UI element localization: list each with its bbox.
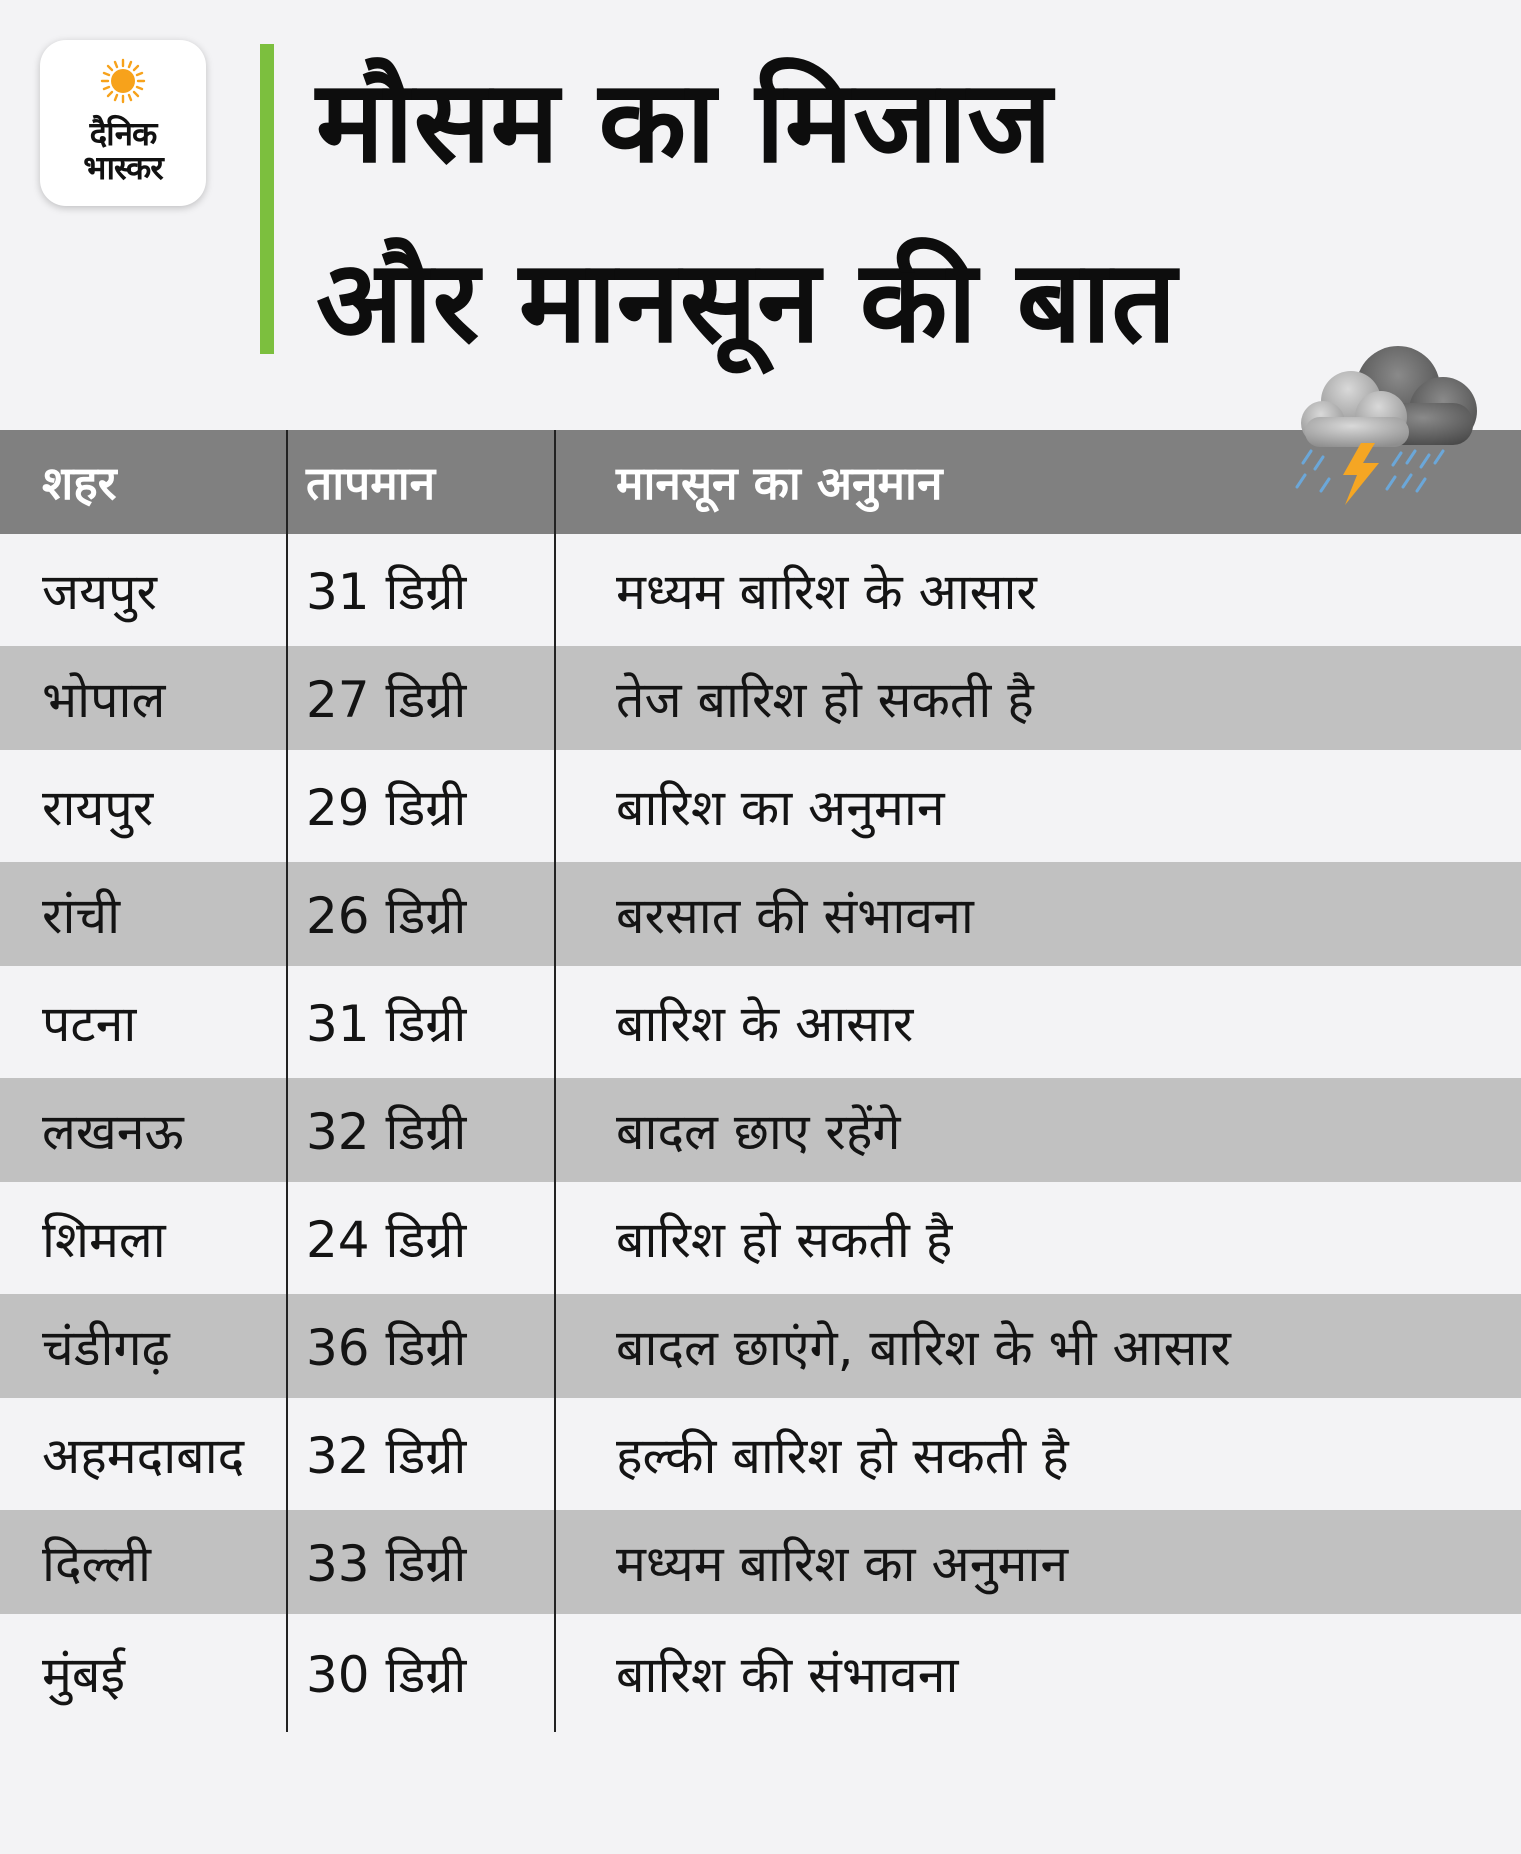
city-cell: भोपाल [42,671,166,729]
forecast-cell: बारिश के आसार [555,966,1521,1078]
table-row [0,1614,1521,1732]
table-row [0,1510,1521,1614]
city-cell: पटना [42,995,137,1053]
page-title-line-2: और मानसून की बात [316,235,1177,368]
city-cell: रांची [42,887,121,945]
header-city: शहर [42,456,117,510]
temp-cell: 31 डिग्री [287,966,555,1078]
table-row [0,1182,1521,1294]
forecast-cell: मध्यम बारिश के आसार [555,534,1521,646]
city-cell: दिल्ली [42,1535,151,1593]
forecast-cell: तेज बारिश हो सकती है [555,646,1521,750]
brand-line-1: दैनिक [89,114,157,153]
city-cell: अहमदाबाद [42,1427,245,1485]
table-row [0,966,1521,1078]
temp-cell: 32 डिग्री [287,1398,555,1510]
forecast-cell: बारिश का अनुमान [555,750,1521,862]
city-cell: मुंबई [42,1646,125,1704]
table-row [0,1078,1521,1182]
temp-cell: 26 डिग्री [287,862,555,966]
table-row [0,1398,1521,1510]
table-row [0,646,1521,750]
temp-cell: 30 डिग्री [287,1614,555,1732]
table-row [0,1294,1521,1398]
brand-logo[interactable] [40,40,206,206]
temp-cell: 29 डिग्री [287,750,555,862]
table-row [0,534,1521,646]
temp-cell: 24 डिग्री [287,1182,555,1294]
city-cell: चंडीगढ़ [42,1319,170,1377]
temp-cell: 31 डिग्री [287,534,555,646]
temp-cell: 27 डिग्री [287,646,555,750]
temp-cell: 33 डिग्री [287,1510,555,1614]
temp-cell: 36 डिग्री [287,1294,555,1398]
table-row [0,750,1521,862]
header-temperature: तापमान [287,430,555,534]
city-cell: शिमला [42,1211,166,1269]
temp-cell: 32 डिग्री [287,1078,555,1182]
header-monsoon-forecast: मानसून का अनुमान [555,430,1521,534]
forecast-cell: बारिश की संभावना [555,1614,1521,1732]
page-title-line-1: मौसम का मिजाज [316,55,1052,188]
forecast-cell: बरसात की संभावना [555,862,1521,966]
thunderstorm-cloud-icon [1283,333,1493,513]
forecast-cell: बारिश हो सकती है [555,1182,1521,1294]
city-cell: जयपुर [42,563,157,621]
accent-bar [260,44,274,354]
city-cell: लखनऊ [42,1103,184,1161]
weather-table [0,430,1521,1732]
sun-icon [100,58,146,104]
table-row [0,862,1521,966]
forecast-cell: बादल छाए रहेंगे [555,1078,1521,1182]
brand-line-2: भास्कर [83,148,163,187]
city-cell: रायपुर [42,779,154,837]
forecast-cell: बादल छाएंगे, बारिश के भी आसार [555,1294,1521,1398]
forecast-cell: हल्की बारिश हो सकती है [555,1398,1521,1510]
forecast-cell: मध्यम बारिश का अनुमान [555,1510,1521,1614]
